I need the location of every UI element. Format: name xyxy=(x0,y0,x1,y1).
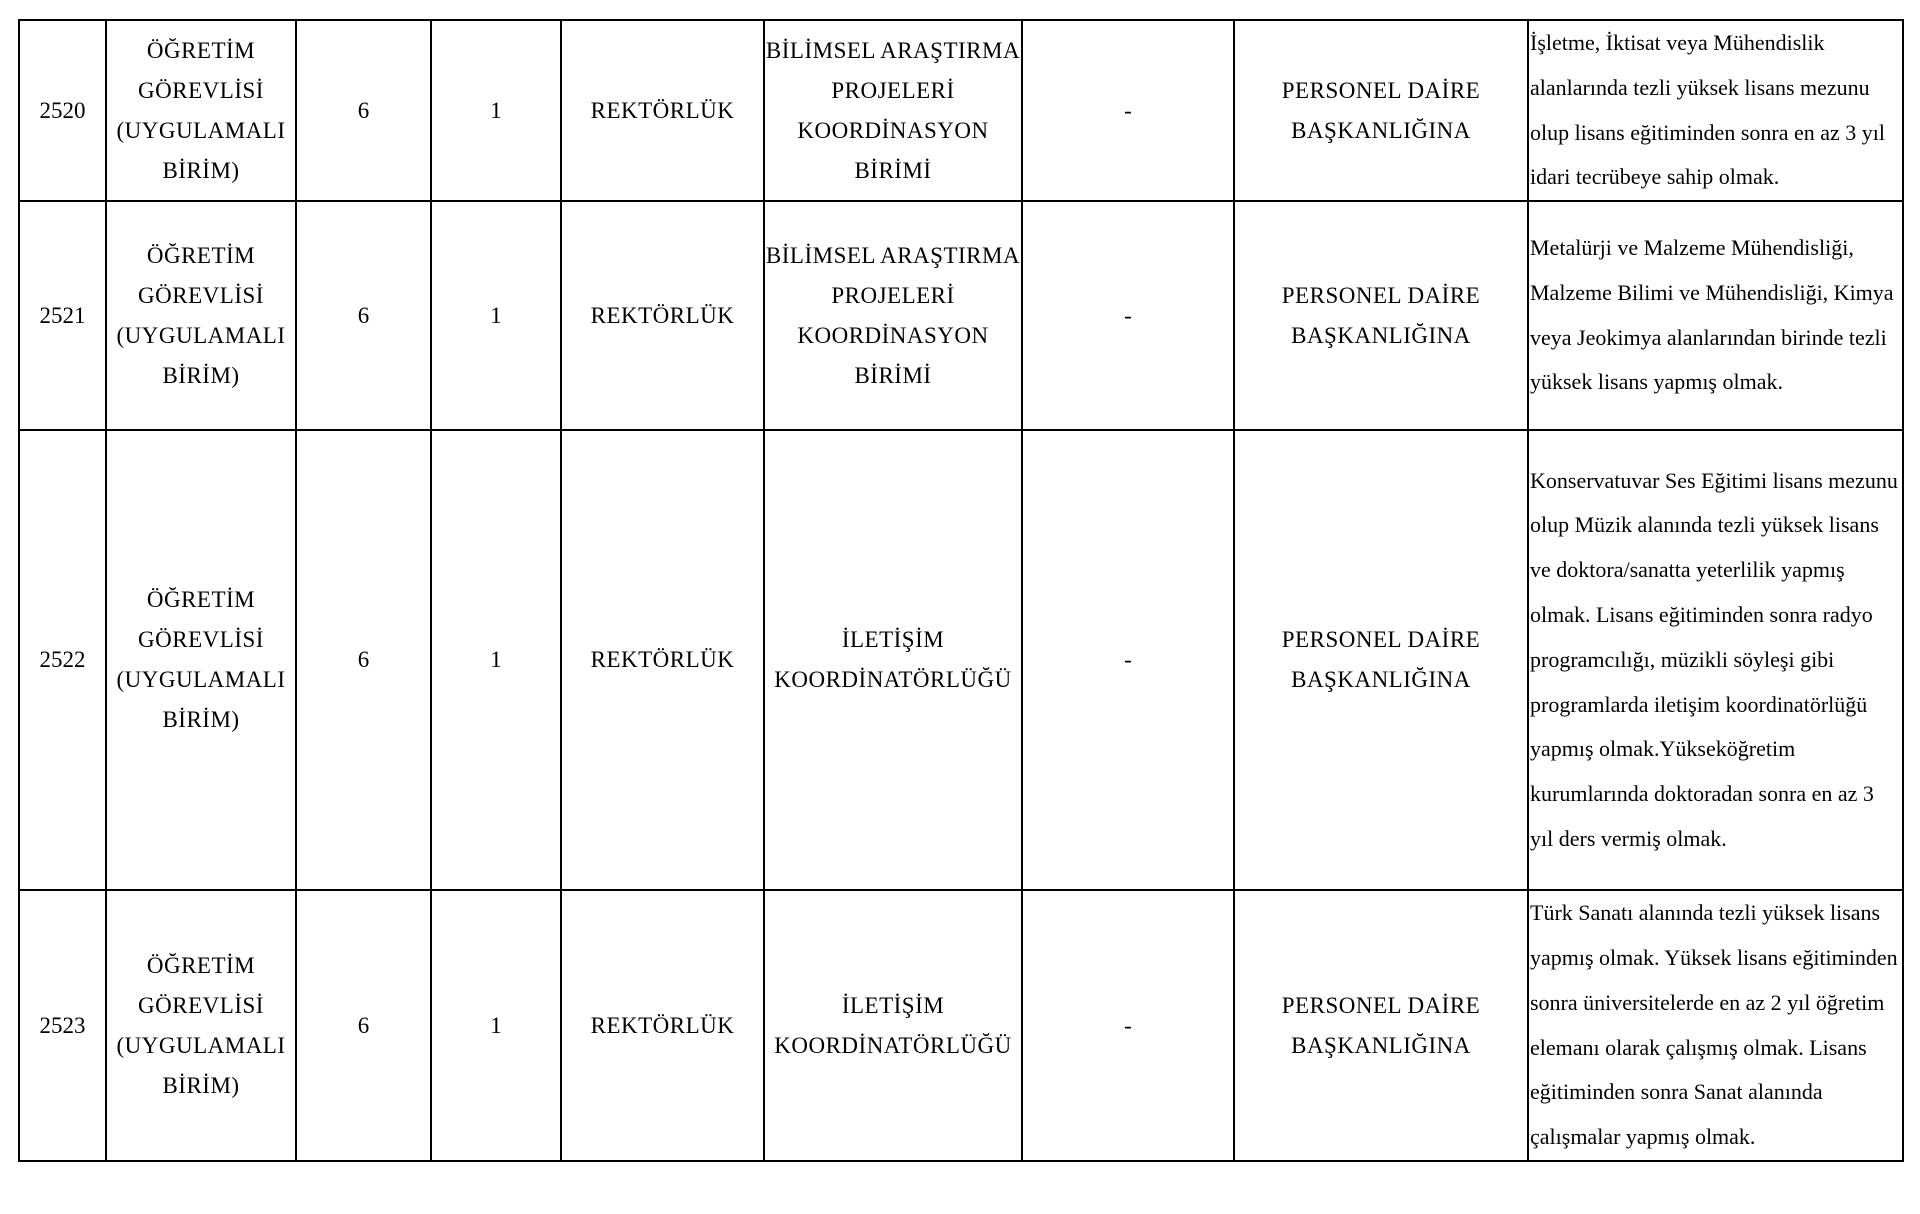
position-count: 1 xyxy=(431,201,561,430)
position-code: 2523 xyxy=(19,890,106,1161)
position-degree: 6 xyxy=(296,20,431,201)
table-row xyxy=(19,201,1903,430)
position-department: - xyxy=(1022,890,1234,1161)
position-title: ÖĞRETİM GÖREVLİSİ (UYGULAMALI BİRİM) xyxy=(106,430,296,890)
position-apply-to: PERSONEL DAİRE BAŞKANLIĞINA xyxy=(1234,890,1528,1161)
position-unit: İLETİŞİM KOORDİNATÖRLÜĞÜ xyxy=(764,430,1022,890)
table-row xyxy=(19,890,1903,1161)
position-apply-to: PERSONEL DAİRE BAŞKANLIĞINA xyxy=(1234,20,1528,201)
position-title: ÖĞRETİM GÖREVLİSİ (UYGULAMALI BİRİM) xyxy=(106,201,296,430)
position-apply-to: PERSONEL DAİRE BAŞKANLIĞINA xyxy=(1234,430,1528,890)
position-title: ÖĞRETİM GÖREVLİSİ (UYGULAMALI BİRİM) xyxy=(106,890,296,1161)
position-requirements: Türk Sanatı alanında tezli yüksek lisans yapmış olmak. Yüksek lisans eğitiminden sonra üniversitelerde en az 2 yıl öğretim elemanı olarak çalışmış olmak. Lisans eğitiminden sonra Sanat alanında çalışmalar yapmış olmak. xyxy=(1528,890,1903,1161)
table-row xyxy=(19,20,1903,201)
position-title: ÖĞRETİM GÖREVLİSİ (UYGULAMALI BİRİM) xyxy=(106,20,296,201)
position-count: 1 xyxy=(431,20,561,201)
position-code: 2520 xyxy=(19,20,106,201)
table-row xyxy=(19,430,1903,890)
positions-table xyxy=(18,19,1904,1162)
position-requirements: İşletme, İktisat veya Mühendislik alanlarında tezli yüksek lisans mezunu olup lisans eğitiminden sonra en az 3 yıl idari tecrübeye sahip olmak. xyxy=(1528,20,1903,201)
position-unit: BİLİMSEL ARAŞTIRMA PROJELERİ KOORDİNASYON BİRİMİ xyxy=(764,20,1022,201)
position-requirements: Konservatuvar Ses Eğitimi lisans mezunu olup Müzik alanında tezli yüksek lisans ve doktora/sanatta yeterlilik yapmış olmak. Lisans eğitiminden sonra radyo programcılığı, müzikli söyleşi gibi programlarda iletişim koordinatörlüğü yapmış olmak.Yükseköğretim kurumlarında doktoradan sonra en az 3 yıl ders vermiş olmak. xyxy=(1528,430,1903,890)
position-unit: BİLİMSEL ARAŞTIRMA PROJELERİ KOORDİNASYON BİRİMİ xyxy=(764,201,1022,430)
position-department: - xyxy=(1022,430,1234,890)
position-apply-to: PERSONEL DAİRE BAŞKANLIĞINA xyxy=(1234,201,1528,430)
position-unit: İLETİŞİM KOORDİNATÖRLÜĞÜ xyxy=(764,890,1022,1161)
position-department: - xyxy=(1022,20,1234,201)
position-degree: 6 xyxy=(296,430,431,890)
position-department: - xyxy=(1022,201,1234,430)
position-count: 1 xyxy=(431,890,561,1161)
position-degree: 6 xyxy=(296,890,431,1161)
position-faculty: REKTÖRLÜK xyxy=(561,890,764,1161)
position-faculty: REKTÖRLÜK xyxy=(561,430,764,890)
position-degree: 6 xyxy=(296,201,431,430)
position-faculty: REKTÖRLÜK xyxy=(561,20,764,201)
position-faculty: REKTÖRLÜK xyxy=(561,201,764,430)
position-code: 2522 xyxy=(19,430,106,890)
position-requirements: Metalürji ve Malzeme Mühendisliği, Malzeme Bilimi ve Mühendisliği, Kimya veya Jeokimya alanlarından birinde tezli yüksek lisans yapmış olmak. xyxy=(1528,201,1903,430)
position-count: 1 xyxy=(431,430,561,890)
positions-table-page xyxy=(18,19,1902,1162)
position-code: 2521 xyxy=(19,201,106,430)
